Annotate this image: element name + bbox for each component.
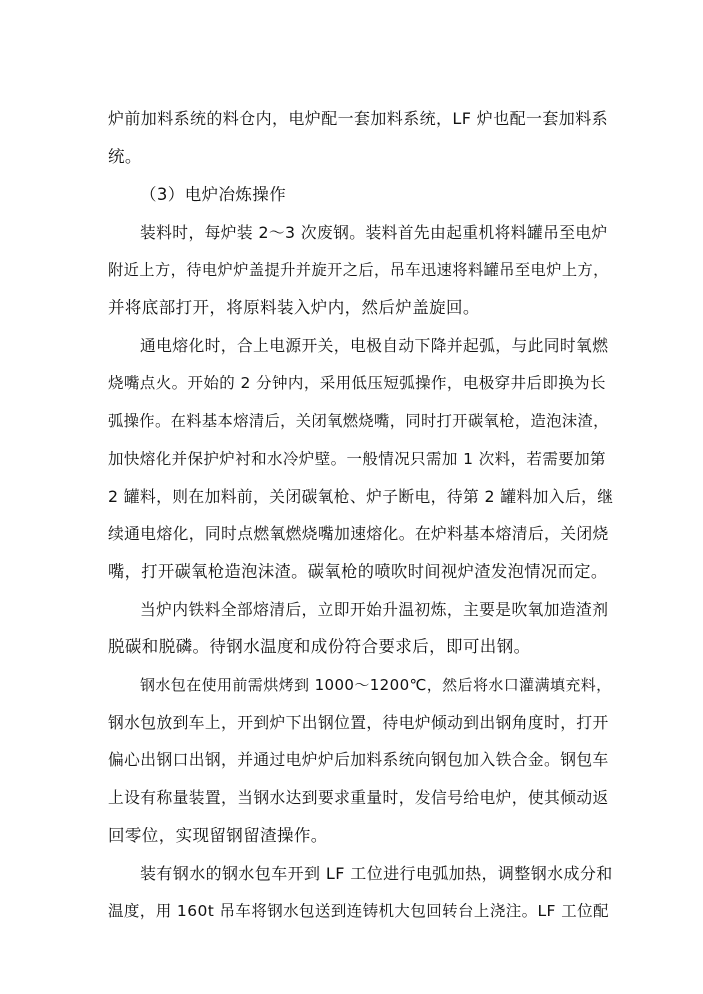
text-line: 炉前加料系统的料仓内，电炉配一套加料系统，LF 炉也配一套加料系 (108, 109, 609, 128)
text-line: 装料时，每炉装 2～3 次废钢。装料首先由起重机将料罐吊至电炉 (140, 223, 608, 242)
text-line: 钢水包在使用前需烘烤到 1000～1200℃，然后将水口灌满填充料， (140, 676, 612, 694)
text-line: 温度，用 160t 吊车将钢水包送到连铸机大包回转台上浇注。LF 工位配 (108, 902, 609, 920)
text-line: 弧操作。在料基本熔清后，关闭氧燃烧嘴，同时打开碳氧枪，造泡沫渣， (108, 412, 609, 430)
text-line: 当炉内铁料全部熔清后，立即开始升温初炼，主要是吹氧加造渣剂 (140, 600, 609, 619)
text-line: 装有钢水的钢水包车开到 LF 工位进行电弧加热，调整钢水成分和 (140, 864, 613, 883)
text-line: 加快熔化并保护炉衬和水冷炉壁。一般情况只需加 1 次料，若需要加第 (108, 450, 606, 468)
text-line: 上设有称量装置，当钢水达到要求重量时，发信号给电炉，使其倾动返 (108, 788, 609, 807)
text-line: 2 罐料，则在加料前，关闭碳氧枪、炉子断电，待第 2 罐料加入后，继 (108, 487, 614, 506)
text-line: 通电熔化时，合上电源开关，电极自动下降并起弧，与此同时氧燃 (140, 336, 609, 355)
text-line: 统。 (108, 147, 142, 166)
text-line: 钢水包放到车上，开到炉下出钢位置，待电炉倾动到出钢角度时，打开 (108, 713, 609, 732)
text-line: 附近上方，待电炉炉盖提升并旋开之后，吊车迅速将料罐吊至电炉上方， (108, 261, 609, 279)
text-line: 回零位，实现留钢留渣操作。 (108, 826, 328, 845)
text-line: 续通电熔化，同时点燃氧燃烧嘴加速熔化。在炉料基本熔清后，关闭烧 (108, 524, 609, 543)
text-line: 嘴，打开碳氧枪造泡沫渣。碳氧枪的喷吹时间视炉渣发泡情况而定。 (108, 562, 608, 581)
text-line: 并将底部打开，将原料装入炉内，然后炉盖旋回。 (108, 298, 480, 317)
section-heading: （3）电炉冶炼操作 (140, 185, 287, 204)
text-line: 脱碳和脱磷。待钢水温度和成份符合要求后，即可出钢。 (108, 637, 531, 656)
text-line: 偏心出钢口出钢，并通过电炉炉后加料系统向钢包加入铁合金。钢包车 (108, 750, 609, 769)
text-line: 烧嘴点火。开始的 2 分钟内，采用低压短弧操作，电极穿井后即换为长 (108, 374, 606, 392)
